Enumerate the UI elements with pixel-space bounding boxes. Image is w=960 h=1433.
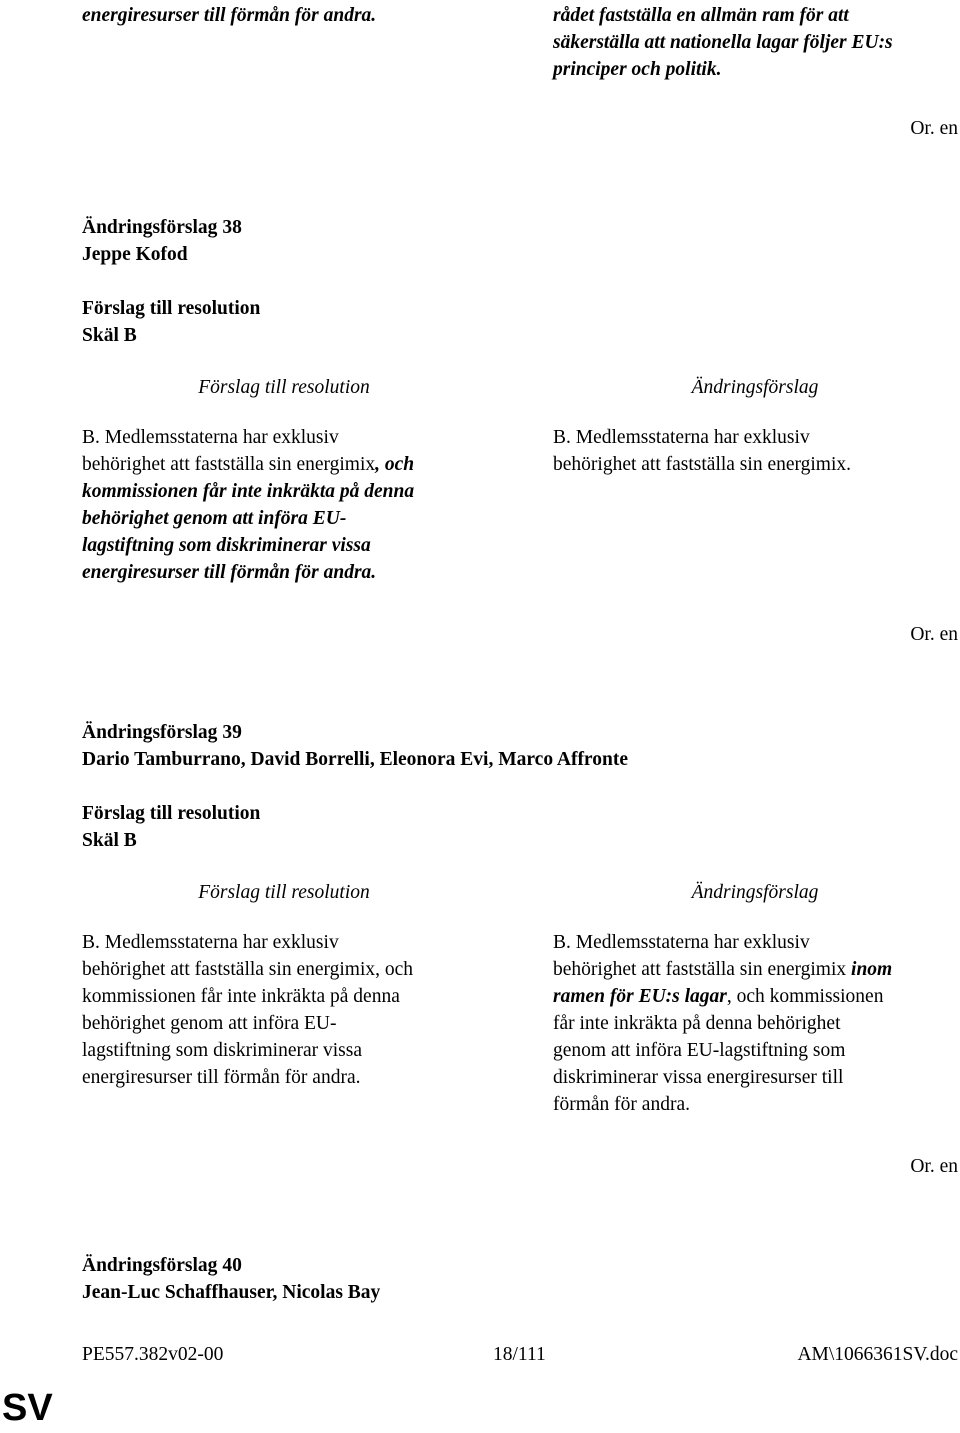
text-line: diskriminerar vissa energiresurser till (553, 1067, 844, 1088)
changed-line: behörighet genom att införa EU- (82, 508, 347, 529)
text-line: energiresurser till förmån för andra. (82, 1067, 361, 1088)
amendment-heading (82, 719, 242, 746)
amendment-authors: Jean-Luc Schaffhauser, Nicolas Bay (82, 1282, 381, 1303)
text-line: lagstiftning som diskriminerar vissa (82, 1040, 363, 1061)
text-line (553, 956, 960, 983)
changed-line: lagstiftning som diskriminerar vissa (82, 535, 371, 556)
text-line: förmån för andra. (553, 1094, 690, 1115)
amendment-number: 38 (222, 217, 242, 238)
amendment-heading-label: Ändringsförslag (82, 1255, 218, 1276)
footer-file-name: AM\1066361SV.doc (797, 1344, 958, 1365)
document-type: Förslag till resolution (82, 803, 261, 824)
footer-doc-ref: PE557.382v02-00 (82, 1344, 224, 1365)
text-line: B. Medlemsstaterna har exklusiv (553, 932, 810, 953)
amendment-heading (82, 1252, 242, 1279)
left-column-text (82, 424, 502, 586)
text-line: genom att införa EU-lagstiftning som (553, 1040, 846, 1061)
text-line: får inte inkräkta på denna behörighet (553, 1013, 841, 1034)
amendment-heading-label: Ändringsförslag (82, 217, 218, 238)
amendment-authors: Jeppe Kofod (82, 244, 188, 265)
normal-text: behörighet att fastställa sin energimix (82, 454, 376, 475)
amendment-authors: Dario Tamburrano, David Borrelli, Eleonora Evi, Marco Affronte (82, 749, 628, 770)
original-language-label: Or. en (910, 1156, 958, 1177)
right-column-text (553, 424, 960, 478)
document-type: Förslag till resolution (82, 298, 261, 319)
changed-line: energiresurser till förmån för andra. (82, 562, 377, 583)
text-line: behörighet att fastställa sin energimix, och (82, 959, 414, 980)
right-column-heading: Ändringsförslag (691, 377, 819, 398)
text-line: behörighet genom att införa EU- (82, 1013, 337, 1034)
text-line: B. Medlemsstaterna har exklusiv (82, 427, 339, 448)
footer-language-code: SV (2, 1387, 53, 1429)
text-line: kommissionen får inte inkräkta på denna (82, 986, 400, 1007)
text-line (82, 451, 502, 478)
footer-page-number: 18/111 (493, 1344, 546, 1365)
section-label: Skäl B (82, 325, 137, 346)
normal-text: behörighet att fastställa sin energimix (553, 959, 852, 980)
text-line: B. Medlemsstaterna har exklusiv (82, 932, 339, 953)
changed-text: ramen för EU:s lagar (553, 986, 727, 1007)
prev-left-last-line: energiresurser till förmån för andra. (82, 5, 377, 26)
right-column-text (553, 929, 960, 1118)
amendment-heading-label: Ändringsförslag (82, 722, 218, 743)
amendment-number: 39 (222, 722, 242, 743)
left-column-heading: Förslag till resolution (198, 377, 370, 398)
changed-text: inom (851, 959, 893, 980)
changed-text: , och (375, 454, 415, 475)
section-label: Skäl B (82, 830, 137, 851)
prev-right-text (553, 2, 960, 83)
prev-right-line: säkerställa att nationella lagar följer EU:s (553, 32, 893, 53)
right-column-heading: Ändringsförslag (691, 882, 819, 903)
changed-line: kommissionen får inte inkräkta på denna (82, 481, 415, 502)
text-line: behörighet att fastställa sin energimix. (553, 454, 852, 475)
prev-right-line: principer och politik. (553, 59, 722, 80)
prev-right-line: rådet fastställa en allmän ram för att (553, 5, 849, 26)
original-language-label: Or. en (910, 624, 958, 645)
original-language-label: Or. en (910, 118, 958, 139)
left-column-text (82, 929, 502, 1091)
text-line (553, 983, 960, 1010)
normal-text: , och kommissionen (726, 986, 884, 1007)
amendment-heading (82, 214, 242, 241)
left-column-heading: Förslag till resolution (198, 882, 370, 903)
text-line: B. Medlemsstaterna har exklusiv (553, 427, 810, 448)
amendment-number: 40 (222, 1255, 242, 1276)
